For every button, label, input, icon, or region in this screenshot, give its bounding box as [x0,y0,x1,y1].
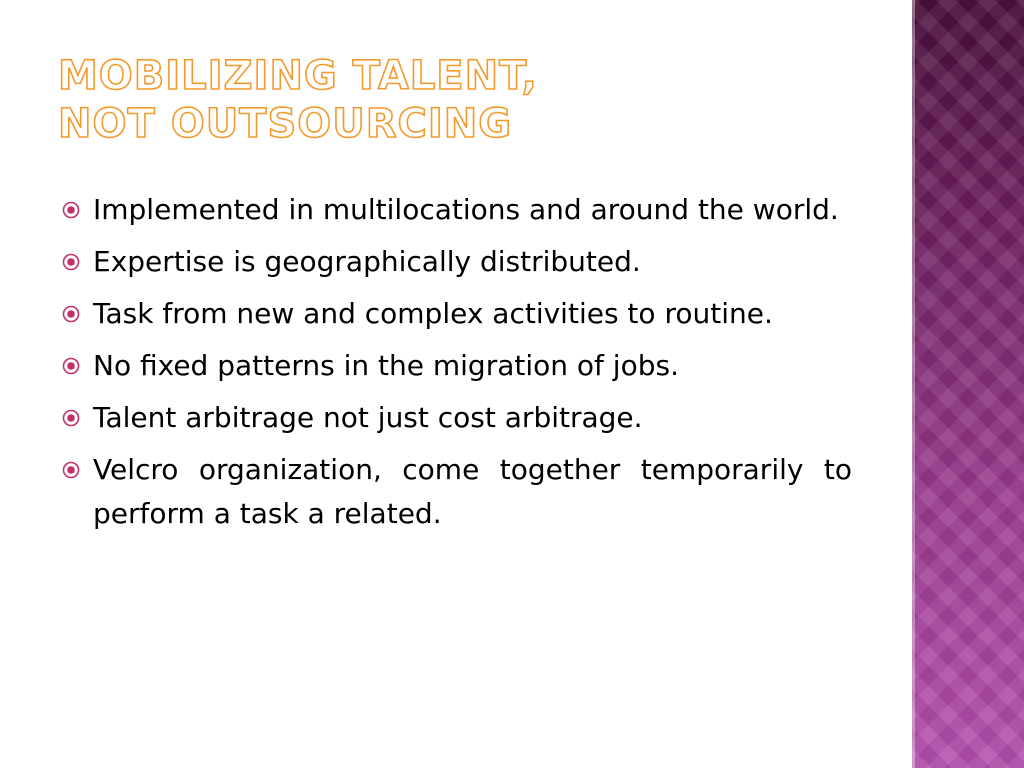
bullet-item [62,344,852,388]
circled-dot-icon [62,409,80,427]
circled-dot-icon [62,201,80,219]
circled-dot-icon [62,461,80,479]
bullet-list [62,188,852,544]
bullet-item [62,396,852,440]
bullet-item [62,448,852,536]
bullet-text: No fixed patterns in the migration of jobs. [93,349,679,382]
slide-title [58,52,538,148]
bullet-text: Implemented in multilocations and around the world. [93,193,839,226]
bullet-item [62,292,852,336]
bullet-text: Velcro organization, come together temporarily to perform a task a related. [93,453,852,530]
title-line: NOT OUTSOURCING [58,101,513,147]
decorative-side-band [912,0,1024,768]
bullet-text: Task from new and complex activities to routine. [93,297,773,330]
circled-dot-icon [62,253,80,271]
circled-dot-icon [62,357,80,375]
bullet-text: Talent arbitrage not just cost arbitrage. [93,401,643,434]
title-line: MOBILIZING TALENT, [58,53,538,99]
bullet-item [62,240,852,284]
circled-dot-icon [62,305,80,323]
bullet-item [62,188,852,232]
bullet-text: Expertise is geographically distributed. [93,245,641,278]
